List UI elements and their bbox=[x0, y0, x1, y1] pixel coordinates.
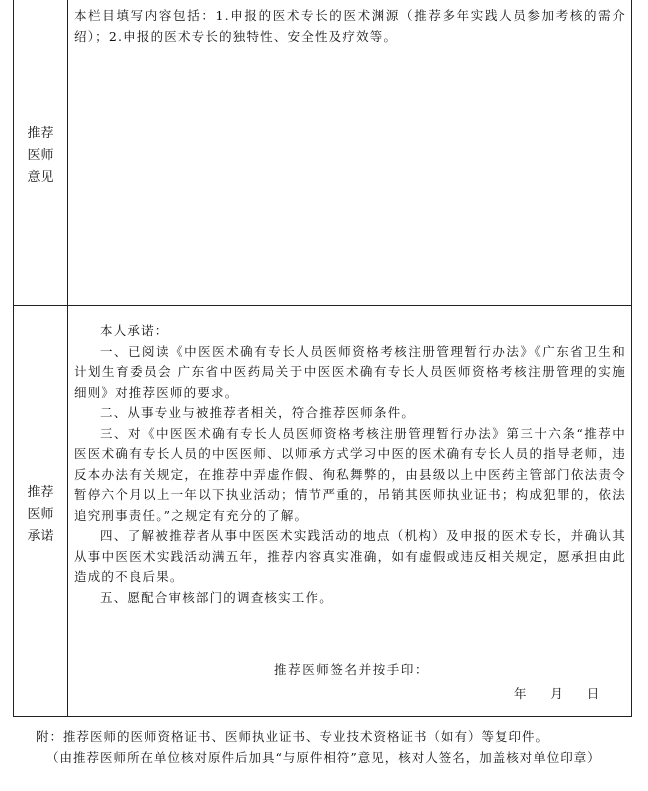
label-line: 医师 bbox=[27, 148, 54, 163]
label-line: 推荐 bbox=[27, 485, 54, 500]
commitment-section-label bbox=[14, 482, 67, 548]
footnote bbox=[36, 727, 626, 768]
commitment-heading: 本人承诺： bbox=[100, 323, 169, 338]
commitment-item: 四、了解被推荐者从事中医医术实践活动的地点（机构）及申报的医术专长，并确认其从事中医医术实践活动满五年，推荐内容真实准确，如有虚假或违反相关规定，愿承担由此造成的不良后果。 bbox=[74, 528, 626, 584]
commitment-body bbox=[74, 321, 626, 608]
commitment-item: 三、对《中医医术确有专长人员医师资格考核注册管理暂行办法》第三十六条“推荐中医医术确有专长人员的中医医师、以师承方式学习中医的医术确有专长人员的指导老师，违反本办法有关规定，在推荐中弄虚作假、徇私舞弊的，由县级以上中医药主管部门依法责令暂停六个月以上一年以下执业活动；情节严重的，吊销其医师执业证书；构成犯罪的，依法追究刑事责任。”之规定有充分的了解。 bbox=[74, 425, 626, 523]
commitment-item: 一、已阅读《中医医术确有专长人员医师资格考核注册管理暂行办法》《广东省卫生和计划生育委员会 广东省中医药局关于中医医术确有专长人员医师资格考核注册管理的实施细则》对推荐医师的要求。 bbox=[74, 343, 626, 400]
column-divider bbox=[67, 0, 68, 717]
commitment-item: 二、从事专业与被推荐者相关，符合推荐医师条件。 bbox=[100, 405, 416, 420]
opinion-instruction: 本栏目填写内容包括：1.申报的医术专长的医术渊源（推荐多年实践人员参加考核的需介绍）；2.申报的医术专长的独特性、安全性及疗效等。 bbox=[74, 8, 626, 44]
date-label[interactable]: 年 月 日 bbox=[514, 686, 601, 701]
opinion-section-label bbox=[14, 123, 67, 189]
label-line: 医师 bbox=[27, 507, 54, 522]
opinion-field[interactable] bbox=[74, 6, 626, 47]
label-line: 意见 bbox=[27, 170, 54, 185]
signature-label[interactable]: 推荐医师签名并按手印： bbox=[274, 662, 430, 677]
label-line: 承诺 bbox=[27, 529, 54, 544]
row-divider bbox=[13, 305, 632, 306]
commitment-item: 五、愿配合审核部门的调查核实工作。 bbox=[100, 589, 333, 605]
label-line: 推荐 bbox=[27, 126, 54, 141]
footnote-line: （由推荐医师所在单位核对原件后加具“与原件相符”意见，核对人签名，加盖核对单位印章） bbox=[46, 749, 601, 765]
footnote-line: 附：推荐医师的医师资格证书、医师执业证书、专业技术资格证书（如有）等复印件。 bbox=[36, 729, 550, 744]
